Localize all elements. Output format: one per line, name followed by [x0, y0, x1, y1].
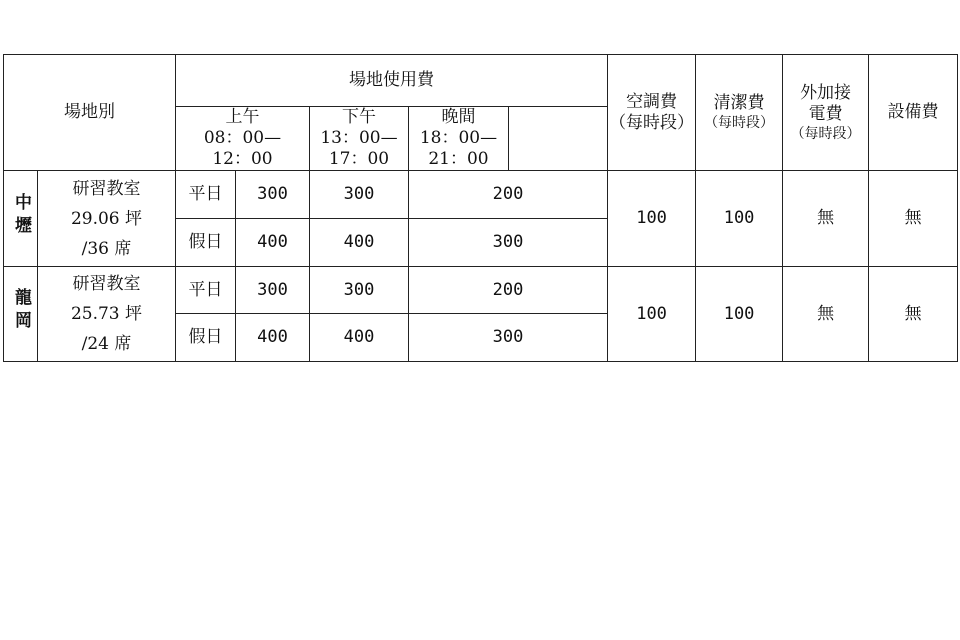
day-type-cell	[176, 267, 236, 314]
cleaning-fee-header	[696, 55, 783, 171]
ac-fee-sub: （每時段）	[609, 112, 695, 133]
ac-fee-value: 100	[608, 267, 696, 362]
morning-start: 08：00—	[203, 128, 282, 148]
extra-power-line1: 外加接	[800, 82, 852, 103]
evening-label: 晚間	[441, 107, 476, 127]
morning-fee: 400	[236, 219, 310, 267]
morning-fee: 300	[236, 171, 310, 219]
usage-fee-header	[176, 55, 608, 107]
extra-power-line2: 電費	[808, 103, 843, 124]
room-name: 研習教室	[72, 178, 141, 199]
morning-fee: 300	[236, 267, 310, 314]
location-label: 龍岡	[11, 288, 31, 334]
morning-header	[176, 107, 310, 171]
morning-end: 12：00	[212, 149, 273, 169]
equipment-fee-value: 無	[869, 267, 958, 362]
evening-fee: 200	[409, 267, 608, 314]
location-label: 中壢	[11, 192, 31, 239]
day-type-label: 假日	[188, 232, 223, 252]
room-name: 研習教室	[72, 274, 141, 294]
evening-header	[409, 107, 509, 171]
afternoon-fee: 400	[310, 314, 409, 362]
evening-fee: 300	[409, 219, 608, 267]
day-type-label: 假日	[188, 327, 223, 347]
evening-fee: 200	[409, 171, 608, 219]
extra-power-value: 無	[783, 267, 869, 362]
venue-header	[4, 55, 176, 171]
cleaning-fee-label: 清潔費	[713, 93, 765, 113]
afternoon-fee: 300	[310, 267, 409, 314]
table-row	[4, 171, 958, 219]
afternoon-fee: 400	[310, 219, 409, 267]
usage-fee-header-label: 場地使用費	[349, 70, 435, 90]
room-seats: /36 席	[81, 238, 132, 259]
afternoon-label: 下午	[342, 107, 376, 127]
afternoon-end: 17：00	[328, 149, 390, 169]
equipment-fee-header	[869, 55, 958, 171]
ac-fee-label: 空調費	[626, 91, 678, 112]
afternoon-header	[310, 107, 409, 171]
extra-power-sub: （每時段）	[790, 125, 861, 142]
afternoon-start: 13：00—	[320, 128, 398, 148]
extra-power-value: 無	[783, 171, 869, 267]
ac-fee-value: 100	[608, 171, 696, 267]
day-type-cell	[176, 314, 236, 362]
extra-power-header	[783, 55, 869, 171]
room-cell	[38, 267, 176, 362]
afternoon-fee: 300	[310, 171, 409, 219]
cleaning-fee-value: 100	[696, 267, 783, 362]
room-area: 25.73 坪	[70, 304, 143, 324]
equipment-fee-value: 無	[869, 171, 958, 267]
day-type-label: 平日	[188, 184, 223, 204]
room-area: 29.06 坪	[70, 208, 143, 229]
fee-table-document	[3, 54, 957, 362]
day-type-label: 平日	[188, 279, 223, 300]
evening-start: 18：00—	[419, 128, 498, 148]
table-row	[4, 267, 958, 314]
cleaning-fee-value: 100	[696, 171, 783, 267]
location-cell	[4, 267, 38, 362]
ac-fee-header	[608, 55, 696, 171]
room-cell	[38, 171, 176, 267]
evening-fee: 300	[409, 314, 608, 362]
cleaning-fee-sub: （每時段）	[704, 115, 775, 131]
room-seats: /24 席	[81, 334, 132, 354]
location-cell	[4, 171, 38, 267]
morning-fee: 400	[236, 314, 310, 362]
day-type-cell	[176, 219, 236, 267]
day-type-cell	[176, 171, 236, 219]
equipment-fee-label: 設備費	[887, 102, 939, 122]
evening-end: 21：00	[428, 149, 489, 169]
venue-fee-table	[3, 54, 958, 362]
morning-label: 上午	[225, 107, 260, 127]
venue-header-label: 場地別	[64, 102, 115, 122]
